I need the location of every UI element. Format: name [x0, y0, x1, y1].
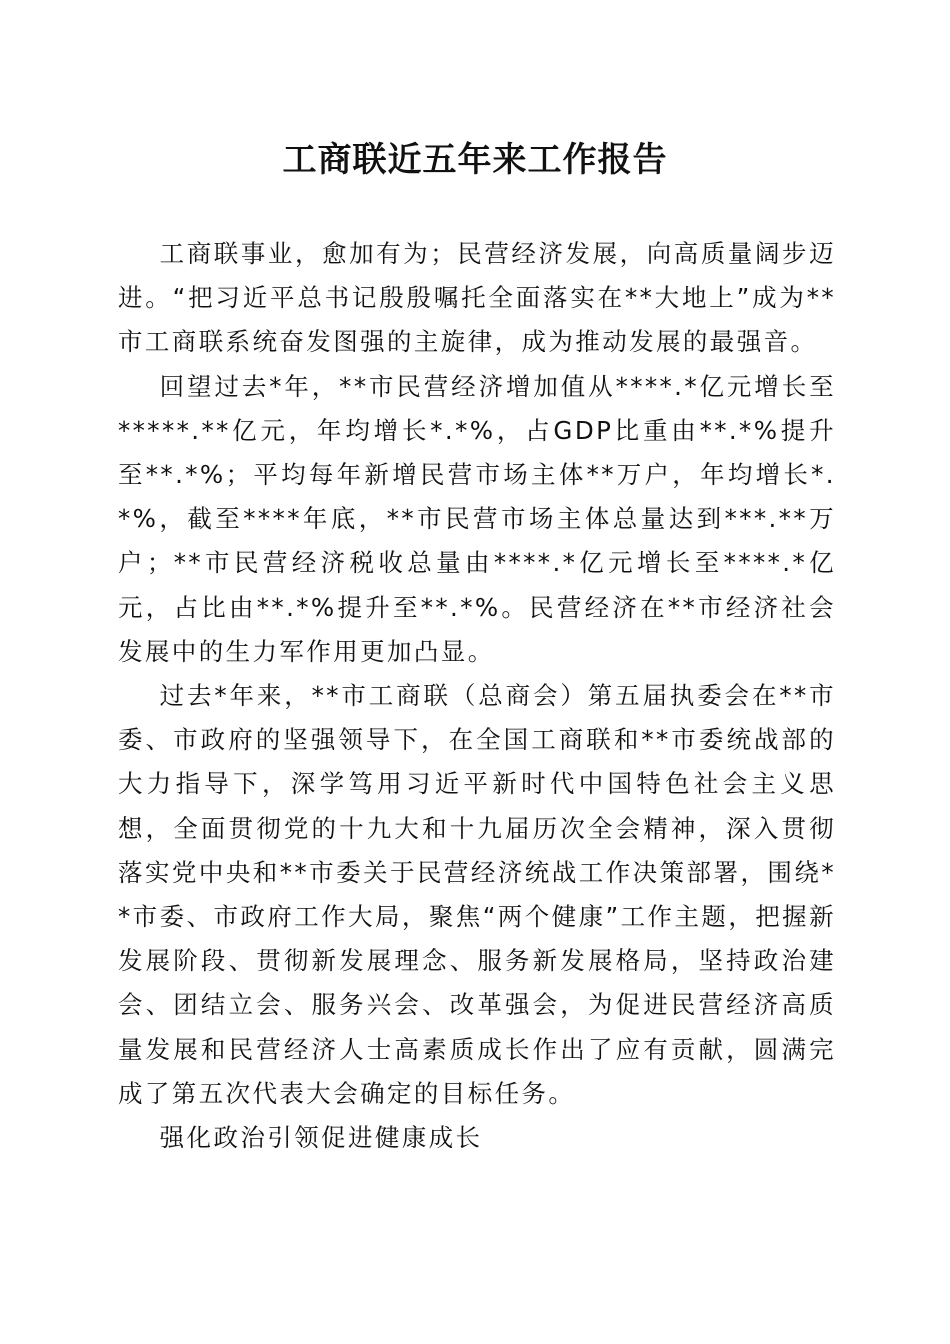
paragraph-review: 回望过去*年，**市民营经济增加值从****.*亿元增长至*****.**亿元，年均增长*.*%，占GDP比重由**.*%提升至**.*%；平均每年新增民营市场主体**万户，年均增长*.*%，截至****年底，**市民营市场主体总量达到***.**万户；**市民营经济税收总量由****.*亿元增长至****.*亿元，占比由**.*%提升至**.*%。民营经济在**市经济社会发展中的生力军作用更加凸显。: [118, 371, 836, 666]
document-body: [118, 232, 836, 1160]
section-heading: 强化政治引领促进健康成长: [159, 1123, 483, 1153]
paragraph-intro: 工商联事业，愈加有为；民营经济发展，向高质量阔步迈进。“把习近平总书记殷殷嘱托全面落实在**大地上”成为**市工商联系统奋发图强的主旋律，成为推动发展的最强音。: [118, 239, 836, 357]
document-title: 工商联近五年来工作报告: [282, 140, 668, 180]
paragraph-achievements: 过去*年来，**市工商联（总商会）第五届执委会在**市委、市政府的坚强领导下，在全国工商联和**市委统战部的大力指导下，深学笃用习近平新时代中国特色社会主义思想，全面贯彻党的十九大和十九届历次全会精神，深入贯彻落实党中央和**市委关于民营经济统战工作决策部署，围绕**市委、市政府工作大局，聚焦“两个健康”工作主题，把握新发展阶段、贯彻新发展理念、服务新发展格局，坚持政治建会、团结立会、服务兴会、改革强会，为促进民营经济高质量发展和民营经济人士高素质成长作出了应有贡献，圆满完成了第五次代表大会确定的目标任务。: [118, 681, 836, 1108]
